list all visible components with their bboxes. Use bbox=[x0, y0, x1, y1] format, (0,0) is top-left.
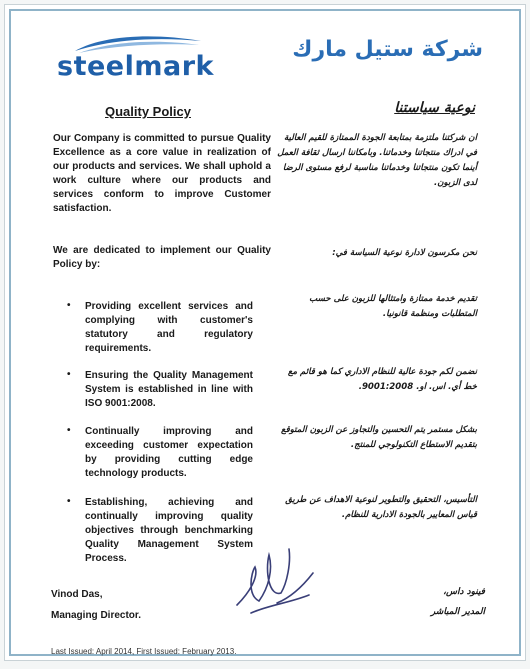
policy-item-english: Establishing, achieving and continually improving quality objectives through benchmarking Quality Management System Process. bbox=[85, 497, 253, 564]
intro-arabic: ان شركتنا ملتزمة بمتابعة الجودة الممتازة للقيم العالية في ادراك منتجاتنا وخدماتنا. وبامكاننا ارسال ثقافة العمل أينما تكون منتجاتنا وخدماتنا مناسبة لرفع مستوى الرضا لدى الزبون. bbox=[277, 133, 477, 188]
signature-mark bbox=[229, 543, 319, 623]
bullet: • bbox=[67, 425, 71, 436]
dedicated-arabic: نحن مكرسون لادارة نوعية السياسة في: bbox=[332, 248, 477, 258]
policy-item-arabic: تقديم خدمة ممتازة وامتثالها للزبون على حسب المتطلبات ومنظمة قانونيا. bbox=[309, 294, 477, 319]
policy-item-arabic: نضمن لكم جودة عالية للنظام الاداري كما هو قائم مع خط أي. اس. او. 9001:2008. bbox=[287, 367, 477, 392]
dedicated-english: We are dedicated to implement our Quality Policy by: bbox=[53, 245, 271, 270]
logo-wordmark: steelmark bbox=[57, 51, 214, 82]
policy-item-english: Ensuring the Quality Management System is established in line with ISO 9001:2008. bbox=[85, 370, 253, 409]
bullet: • bbox=[67, 369, 71, 380]
policy-item-english: Providing excellent services and complying with customer's statutory and regulatory requirements. bbox=[85, 301, 253, 354]
intro-english: Our Company is committed to pursue Quality Excellence as a core value in realization of our products and services. We shall uphold a work culture where our products and services conform to improve Customer satisfaction. bbox=[53, 133, 271, 214]
title-english: Quality Policy bbox=[105, 104, 191, 119]
bullet: • bbox=[67, 300, 71, 311]
signatory-title-arabic: المدير المباشر bbox=[430, 607, 485, 617]
policy-item-english: Continually improving and exceeding customer expectation by providing cutting edge technology products. bbox=[85, 426, 253, 479]
policy-item-arabic: بشكل مستمر يتم التحسين والتجاوز عن الزبون المتوقع بتقديم الاستطاع التكنولوجي للمنتج. bbox=[281, 425, 477, 450]
issue-dates-footer: Last Issued: April 2014, First Issued: February 2013. bbox=[51, 647, 237, 656]
policy-item-arabic: التأسيس، التحقيق والتطوير لنوعية الاهداف عن طريق قياس المعايير بالجودة الادارية للنظام. bbox=[285, 495, 477, 520]
title-arabic: نوعية سياستنا bbox=[394, 100, 475, 116]
signatory-name-arabic: فينود داس، bbox=[443, 587, 485, 597]
document-page bbox=[4, 4, 526, 661]
arabic-logo: شركة ستيل مارك bbox=[292, 37, 483, 62]
bullet: • bbox=[67, 496, 71, 507]
signatory-name-english: Vinod Das, bbox=[51, 589, 103, 600]
signatory-title-english: Managing Director. bbox=[51, 610, 142, 621]
steelmark-logo bbox=[55, 33, 214, 83]
